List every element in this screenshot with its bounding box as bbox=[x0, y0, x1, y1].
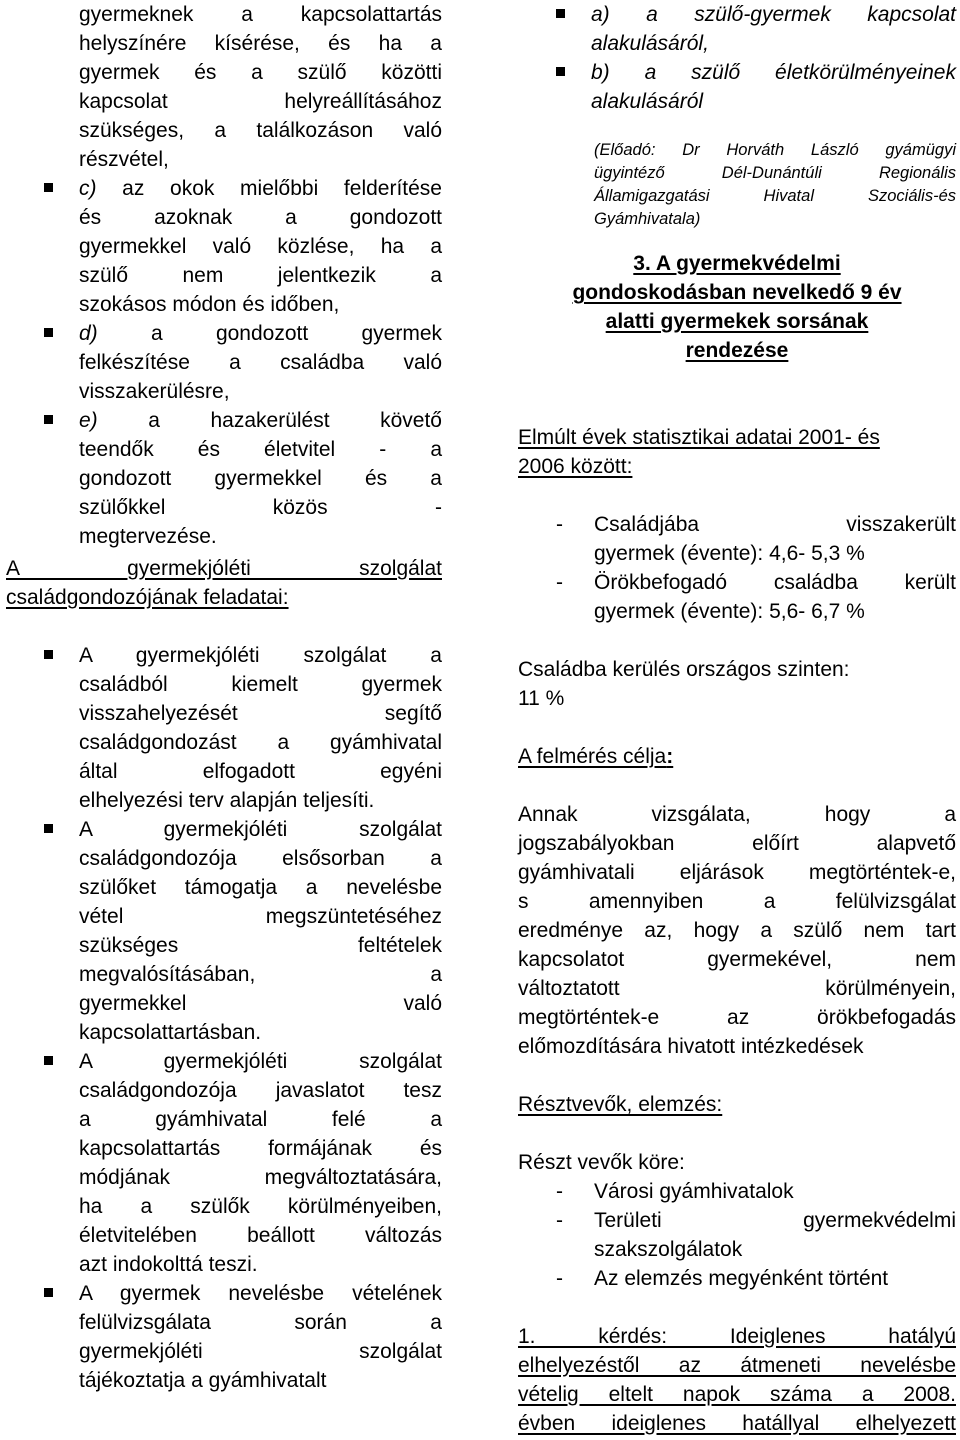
national-rate bbox=[518, 655, 956, 713]
dash-bullet: - bbox=[556, 1267, 563, 1290]
text-line: családgondozójának feladatai: bbox=[6, 586, 289, 609]
text-line: alatti gyermekek sorsának bbox=[605, 310, 869, 333]
task-item bbox=[6, 641, 442, 815]
text-line: szakszolgálatok bbox=[594, 1238, 743, 1261]
item-text: a szülő-gyermek kapcsolat bbox=[646, 3, 957, 26]
item-text: a gondozott gyermek bbox=[150, 322, 442, 345]
text-line: eredménye az, hogy a szülő nem tart bbox=[518, 919, 956, 942]
square-bullet-icon bbox=[556, 9, 565, 18]
text-line: szülőket támogatja a nevelésbe bbox=[79, 876, 442, 899]
text-line: Örökbefogadó családba került bbox=[594, 571, 956, 594]
text-line: részvétel, bbox=[79, 148, 169, 171]
dash-bullet: - bbox=[556, 1209, 563, 1232]
stats-heading bbox=[518, 423, 956, 481]
continued-list-item bbox=[6, 0, 442, 174]
text-line: családgondozója javaslatot tesz bbox=[79, 1079, 442, 1102]
text-line: családgondozója elsősorban a bbox=[79, 847, 442, 870]
text-line: életvitelében beállott változás bbox=[79, 1224, 442, 1247]
text-line: helyszínére kísérése, és ha a bbox=[79, 32, 442, 55]
text-line: azt indokolttá teszi. bbox=[79, 1253, 258, 1276]
text-line: gyermek (évente): 4,6- 5,3 % bbox=[594, 542, 865, 565]
text-line: családgondozást a gyámhivatal bbox=[79, 731, 442, 754]
text-line: Családjába visszakerült bbox=[594, 513, 956, 536]
right-column bbox=[518, 0, 956, 1438]
text-line: Családba kerülés országos szinten: bbox=[518, 658, 850, 681]
task-item bbox=[6, 1047, 442, 1279]
text-line: szokásos módon és időben, bbox=[79, 293, 340, 316]
square-bullet-icon bbox=[44, 1056, 53, 1065]
square-bullet-icon bbox=[44, 1288, 53, 1297]
text-line: ügyintéző Dél-Dunántúli Regionális bbox=[594, 164, 956, 182]
purpose-paragraph bbox=[518, 800, 956, 1061]
participants-intro: Részt vevők köre: bbox=[518, 1151, 685, 1174]
square-bullet-icon bbox=[44, 650, 53, 659]
text-line: előmozdítására hivatott intézkedések bbox=[518, 1035, 864, 1058]
participant-item bbox=[518, 1177, 956, 1206]
text-line: évben ideiglenes hatállyal elhelyezett bbox=[518, 1412, 956, 1435]
list-item-a bbox=[518, 0, 956, 58]
stat-item bbox=[518, 568, 956, 626]
text-line: kapcsolat helyreállításához bbox=[79, 90, 442, 113]
text-line: a gyámhivatal felé a bbox=[79, 1108, 442, 1131]
item-label: d) bbox=[79, 322, 98, 345]
text-line: megtörténtek-e az örökbefogadás bbox=[518, 1006, 956, 1029]
text-line: jogszabályokban előírt alapvető bbox=[518, 832, 956, 855]
text-line: felkészítése a családba való bbox=[79, 351, 442, 374]
text-line: s amennyiben a felülvizsgálat bbox=[518, 890, 956, 913]
text-line bbox=[591, 58, 956, 87]
item-label: c) bbox=[79, 177, 97, 200]
square-bullet-icon bbox=[44, 328, 53, 337]
text-line: családból kiemelt gyermek bbox=[79, 673, 442, 696]
square-bullet-icon bbox=[44, 183, 53, 192]
text-line: A gyermekjóléti szolgálat a bbox=[79, 644, 442, 667]
square-bullet-icon bbox=[556, 67, 565, 76]
text-line: ha a szülők körülményeiben, bbox=[79, 1195, 442, 1218]
text-line: gyermekkel való közlése, ha a bbox=[79, 235, 442, 258]
text-line: kapcsolattartás formájának és bbox=[79, 1137, 442, 1160]
text-line: módjának megváltoztatására, bbox=[79, 1166, 442, 1189]
text-line bbox=[79, 319, 442, 348]
text-line: A gyermekjóléti szolgálat bbox=[79, 1050, 442, 1073]
text-line: 2006 között: bbox=[518, 455, 633, 478]
dash-bullet: - bbox=[556, 571, 563, 594]
list-item-d bbox=[6, 319, 442, 406]
text-line bbox=[79, 174, 442, 203]
text-line: megtervezése. bbox=[79, 525, 217, 548]
text-line: szükséges, a találkozáson való bbox=[79, 119, 442, 142]
purpose-heading-colon: : bbox=[666, 745, 674, 768]
text-line: gondozott gyermekkel és a bbox=[79, 467, 442, 490]
text-line: A gyermek nevelésbe vételének bbox=[79, 1282, 442, 1305]
text-line: Az elemzés megyénként történt bbox=[594, 1267, 889, 1290]
text-line: szükséges feltételek bbox=[79, 934, 442, 957]
text-line: kapcsolatot gyermekével, nem bbox=[518, 948, 956, 971]
text-line bbox=[591, 0, 956, 29]
text-line: szülőkkel közös - bbox=[79, 496, 442, 519]
text-line: Annak vizsgálata, hogy a bbox=[518, 803, 956, 826]
text-line: visszahelyezését segítő bbox=[79, 702, 442, 725]
question-1 bbox=[518, 1322, 956, 1438]
text-line: (Előadó: Dr Horváth László gyámügyi bbox=[594, 141, 956, 159]
presenter-note bbox=[518, 139, 956, 231]
dash-bullet: - bbox=[556, 1180, 563, 1203]
task-heading bbox=[6, 554, 442, 612]
text-line bbox=[79, 406, 442, 435]
text-line: teendők és életvitel - a bbox=[79, 438, 442, 461]
text-line: gyermekjóléti szolgálat bbox=[79, 1340, 442, 1363]
purpose-heading-text: A felmérés célja bbox=[518, 745, 667, 768]
text-line: rendezése bbox=[685, 339, 789, 362]
square-bullet-icon bbox=[44, 415, 53, 424]
text-line: alakulásáról, bbox=[591, 32, 709, 55]
text-line: A gyermekjóléti szolgálat bbox=[6, 557, 442, 580]
left-column bbox=[6, 0, 442, 1395]
text-line: elhelyezési terv alapján teljesíti. bbox=[79, 789, 375, 812]
text-line: alakulásáról bbox=[591, 90, 704, 113]
section-heading bbox=[518, 249, 956, 365]
text-line: tájékoztatja a gyámhivatalt bbox=[79, 1369, 327, 1392]
text-line: Városi gyámhivatalok bbox=[594, 1180, 794, 1203]
text-line: és azoknak a gondozott bbox=[79, 206, 442, 229]
text-line: elhelyezéstől az átmeneti nevelésbe bbox=[518, 1354, 956, 1377]
task-item bbox=[6, 815, 442, 1047]
text-line: gyermeknek a kapcsolattartás bbox=[79, 3, 442, 26]
text-line: vétel megszüntetéséhez bbox=[79, 905, 442, 928]
text-line: gyámhivatali eljárások megtörténtek-e, bbox=[518, 861, 956, 884]
text-line: Elmúlt évek statisztikai adatai 2001- és bbox=[518, 426, 880, 449]
item-text: az okok mielőbbi felderítése bbox=[122, 177, 442, 200]
text-line: felülvizsgálata során a bbox=[79, 1311, 442, 1334]
text-line: A gyermekjóléti szolgálat bbox=[79, 818, 442, 841]
text-line: változtatott körülményein, bbox=[518, 977, 956, 1000]
item-label: b) bbox=[591, 61, 610, 84]
text-line: Államigazgatási Hivatal Szociális-és bbox=[594, 187, 956, 205]
stat-item bbox=[518, 510, 956, 568]
item-label: a) bbox=[591, 3, 610, 26]
text-line: 11 % bbox=[518, 687, 565, 710]
participant-item bbox=[518, 1264, 956, 1293]
text-line: gyermekkel való bbox=[79, 992, 442, 1015]
text-line: Területi gyermekvédelmi bbox=[594, 1209, 956, 1232]
text-line: gyermek és a szülő közötti bbox=[79, 61, 442, 84]
participants-heading: Résztvevők, elemzés: bbox=[518, 1093, 723, 1116]
text-line: gyermek (évente): 5,6- 6,7 % bbox=[594, 600, 865, 623]
text-line: által elfogadott egyéni bbox=[79, 760, 442, 783]
text-line: kapcsolattartásban. bbox=[79, 1021, 262, 1044]
text-line: 1. kérdés: Ideiglenes hatályú bbox=[518, 1325, 956, 1348]
item-label: e) bbox=[79, 409, 98, 432]
text-line: megvalósításában, a bbox=[79, 963, 442, 986]
text-line: Gyámhivatala) bbox=[594, 210, 701, 228]
text-line: vételig eltelt napok száma a 2008. bbox=[518, 1383, 956, 1406]
list-item-c bbox=[6, 174, 442, 319]
list-item-e bbox=[6, 406, 442, 551]
item-text: a szülő életkörülményeinek bbox=[644, 61, 956, 84]
dash-bullet: - bbox=[556, 513, 563, 536]
list-item-b bbox=[518, 58, 956, 116]
task-item bbox=[6, 1279, 442, 1395]
purpose-heading bbox=[518, 742, 956, 771]
text-line: gondoskodásban nevelkedő 9 év bbox=[572, 281, 902, 304]
square-bullet-icon bbox=[44, 824, 53, 833]
text-line: szülő nem jelentkezik a bbox=[79, 264, 442, 287]
participant-item bbox=[518, 1206, 956, 1264]
text-line: 3. A gyermekvédelmi bbox=[633, 252, 841, 275]
text-line: visszakerülésre, bbox=[79, 380, 230, 403]
item-text: a hazakerülést követő bbox=[148, 409, 442, 432]
